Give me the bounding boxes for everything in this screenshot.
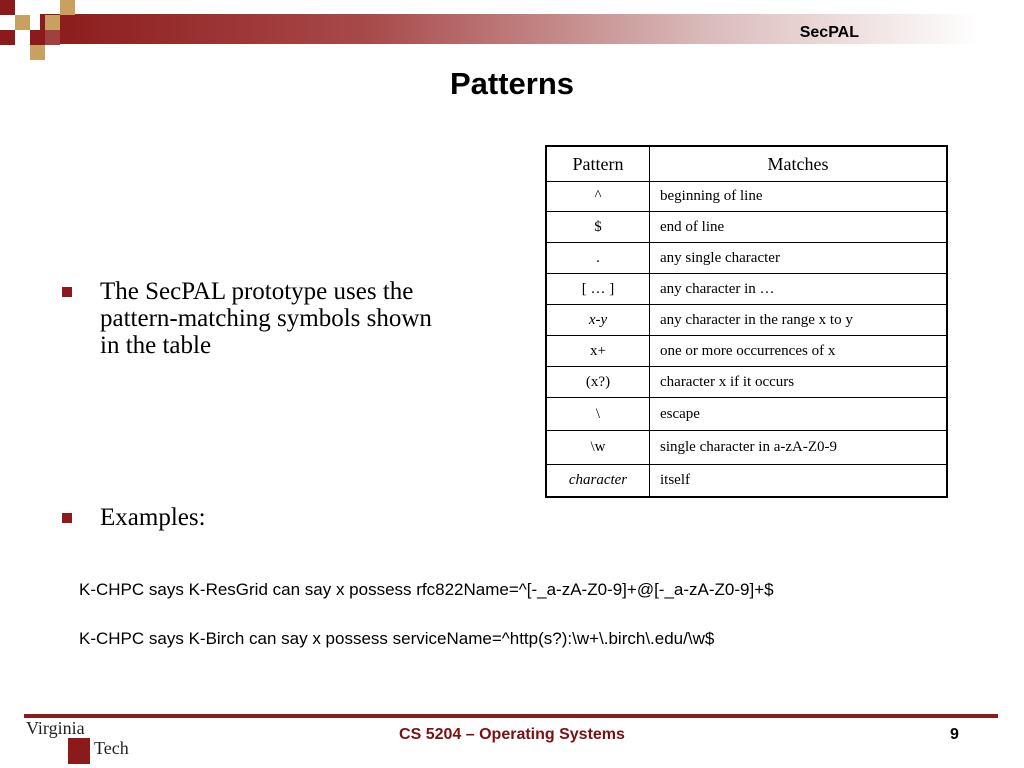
pattern-cell: $: [546, 212, 650, 243]
pattern-cell: character: [546, 465, 650, 497]
example-line: K-CHPC says K-Birch can say x possess serviceName=^http(s?):\w+\.birch\.edu/\w$: [79, 629, 715, 648]
logo-square: [45, 15, 60, 30]
logo-square: [0, 30, 15, 45]
table-row: [546, 398, 947, 431]
pattern-table: [545, 145, 948, 498]
bullet-text: [100, 278, 432, 359]
matches-cell: itself: [650, 465, 948, 497]
pattern-cell: \w: [546, 431, 650, 465]
table-row: [546, 336, 947, 367]
table-row: [546, 431, 947, 465]
matches-cell: any character in the range x to y: [650, 305, 948, 336]
example-line: K-CHPC says K-ResGrid can say x possess rfc822Name=^[-_a-zA-Z0-9]+@[-_a-zA-Z0-9]+$: [79, 580, 774, 599]
table-row: [546, 243, 947, 274]
header-title: SecPAL: [799, 24, 859, 41]
matches-cell: beginning of line: [650, 182, 948, 212]
matches-cell: any single character: [650, 243, 948, 274]
logo-text: Tech: [94, 738, 129, 758]
matches-cell: any character in …: [650, 274, 948, 305]
bullet-line: The SecPAL prototype uses the: [100, 278, 414, 305]
table-row: [546, 305, 947, 336]
logo-square: [15, 15, 30, 30]
pattern-cell: (x?): [546, 367, 650, 398]
matches-cell: character x if it occurs: [650, 367, 948, 398]
bullet-prototype: [62, 278, 502, 368]
matches-cell: end of line: [650, 212, 948, 243]
matches-cell: one or more occurrences of x: [650, 336, 948, 367]
bullet-square-icon: [62, 513, 72, 523]
pattern-cell: \: [546, 398, 650, 431]
bullet-text: Examples:: [100, 504, 206, 531]
table-row: [546, 212, 947, 243]
pattern-cell: x+: [546, 336, 650, 367]
logo-square: [60, 0, 75, 15]
logo-square: [45, 30, 60, 45]
footer-course: CS 5204 – Operating Systems: [399, 726, 625, 743]
column-header-matches: Matches: [650, 146, 948, 182]
pattern-cell: .: [546, 243, 650, 274]
pattern-cell: ^: [546, 182, 650, 212]
logo-text: Virginia: [26, 718, 85, 738]
table-row: [546, 465, 947, 497]
bullet-examples: [62, 504, 362, 534]
table-header-row: [546, 146, 947, 182]
pattern-cell: x-y: [546, 305, 650, 336]
table-row: [546, 367, 947, 398]
bullet-square-icon: [62, 287, 72, 297]
table-row: [546, 182, 947, 212]
footer-divider: [24, 714, 998, 718]
bullet-line: in the table: [100, 332, 212, 359]
pattern-cell: [ … ]: [546, 274, 650, 305]
matches-cell: escape: [650, 398, 948, 431]
slide-title: Patterns: [449, 66, 575, 101]
logo-square: [0, 0, 15, 15]
matches-cell: single character in a-zA-Z0-9: [650, 431, 948, 465]
page-number: 9: [950, 726, 959, 743]
logo-square: [30, 45, 45, 60]
logo-square: [30, 30, 45, 45]
bullet-line: pattern-matching symbols shown: [100, 305, 432, 332]
table-row: [546, 274, 947, 305]
column-header-pattern: Pattern: [546, 146, 650, 182]
